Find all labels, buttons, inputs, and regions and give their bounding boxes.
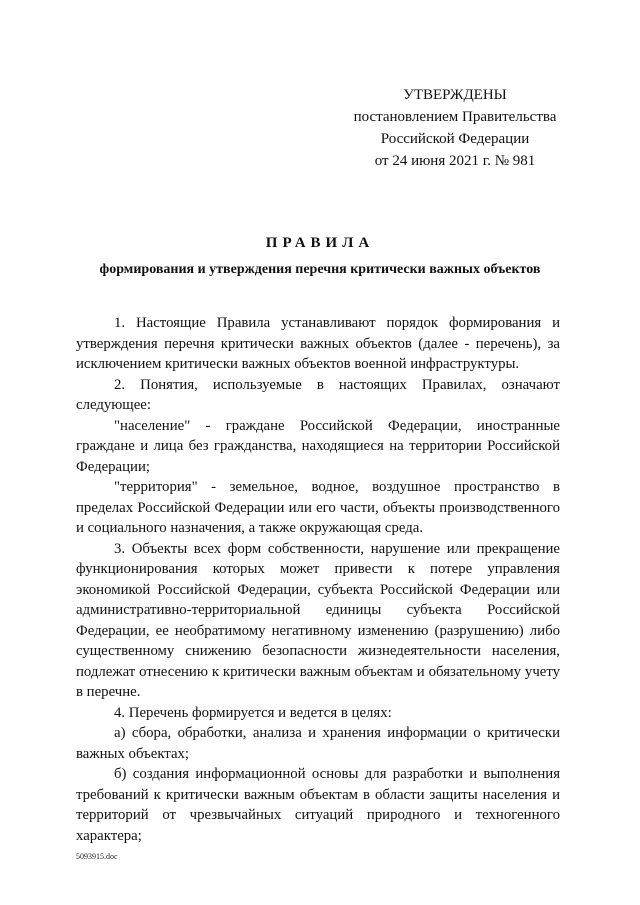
paragraph: 1. Настоящие Правила устанавливают порядок формирования и утверждения перечня критически важных объектов (далее - перечень), за исключением критически важных объектов военной инфраструктуры. [76, 315, 560, 372]
approval-authority: Российской Федерации [380, 131, 530, 147]
paragraph: 4. Перечень формируется и ведется в целях: [114, 704, 392, 721]
paragraph: "население" - граждане Российской Федерации, иностранные граждане и лица без гражданства, находящиеся на территории Российской Федерации; [76, 417, 560, 475]
approval-decree: постановлением Правительства [353, 109, 557, 125]
approval-heading: УТВЕРЖДЕНЫ [403, 87, 507, 103]
paragraph: б) создания информационной основы для разработки и выполнения требований к критически важным объектам в области защиты населения и территорий от чрезвычайных ситуаций природного и техногенного характера; [76, 766, 560, 844]
paragraph: а) сбора, обработки, анализа и хранения информации о критически важных объектах; [76, 725, 560, 762]
paragraph: 3. Объекты всех форм собственности, нарушение или прекращение функционирования которых может привести к потере управления экономикой Российской Федерации, субъекта Российской Федерации или административно-территориальной единицы субъекта Российской Федерации, ее необратимому негативному изменению (разрушению) либо существенному снижению безопасности жизнедеятельности населения, подлежат отнесению к критически важным объектам и обязательному учету в перечне. [76, 540, 560, 700]
document-subtitle: формирования и утверждения перечня критически важных объектов [99, 262, 541, 277]
document-title: ПРАВИЛА [265, 235, 375, 251]
document-file-id: 5093915.doc [76, 852, 118, 861]
approval-block [340, 84, 570, 172]
approval-date-number: от 24 июня 2021 г. № 981 [374, 153, 536, 169]
document-body [76, 313, 560, 846]
paragraph: 2. Понятия, используемые в настоящих Правилах, означают следующее: [76, 376, 560, 413]
paragraph: "территория" - земельное, водное, воздушное пространство в пределах Российской Федерации или его части, объекты производственного и социального назначения, а также окружающая среда. [76, 479, 560, 536]
